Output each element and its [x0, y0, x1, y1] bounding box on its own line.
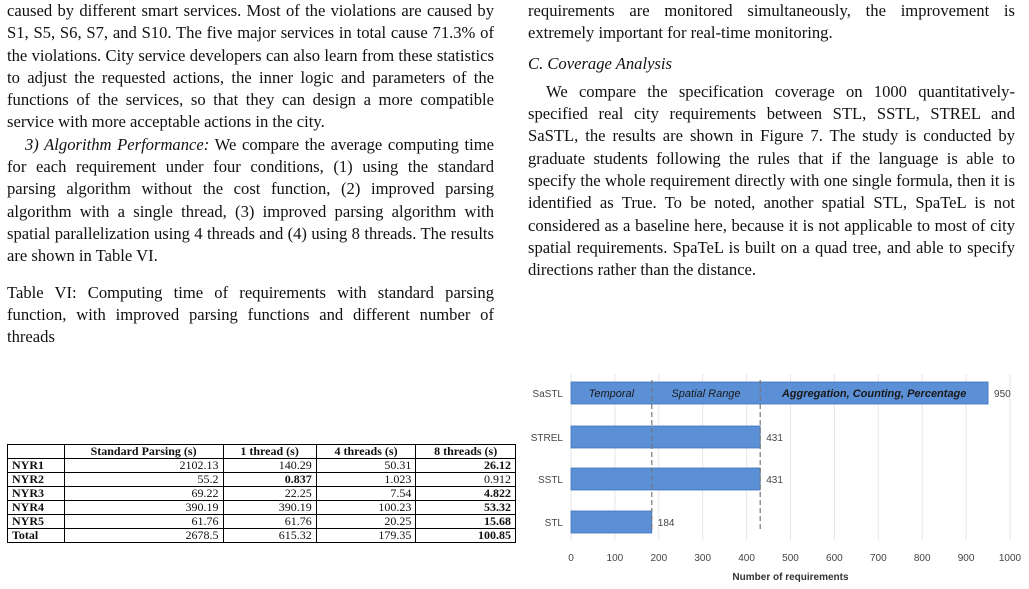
- table-cell: 179.35: [316, 529, 416, 543]
- table-cell: 20.25: [316, 515, 416, 529]
- table-row-label: NYR2: [8, 473, 65, 487]
- table-cell: 4.822: [416, 487, 516, 501]
- left-paragraph-2: [7, 134, 494, 268]
- section-heading: C. Coverage Analysis: [528, 53, 672, 73]
- table-cell: 26.12: [416, 459, 516, 473]
- table-cell: 55.2: [64, 473, 223, 487]
- segment-annotation: Aggregation, Counting, Percentage: [781, 388, 967, 400]
- table-row: [8, 473, 516, 487]
- table-header-cell: 1 thread (s): [223, 445, 316, 459]
- table-header-cell: 4 threads (s): [316, 445, 416, 459]
- bar-value-label: 184: [657, 518, 675, 529]
- category-label: STREL: [530, 433, 563, 444]
- table-cell: 100.85: [416, 529, 516, 543]
- table-cell: 22.25: [223, 487, 316, 501]
- bar: [571, 426, 760, 448]
- table-row: [8, 529, 516, 543]
- table-row-label: NYR4: [8, 501, 65, 515]
- table-row: [8, 459, 516, 473]
- x-tick-label: 1000: [998, 553, 1022, 564]
- x-tick-label: 0: [568, 553, 574, 564]
- x-tick-label: 600: [826, 553, 843, 564]
- category-label: SaSTL: [532, 389, 563, 400]
- table-cell: 100.23: [316, 501, 416, 515]
- category-label: SSTL: [537, 475, 563, 486]
- table-row-label: Total: [8, 529, 65, 543]
- table-cell: 15.68: [416, 515, 516, 529]
- table-cell: 69.22: [64, 487, 223, 501]
- table-row: [8, 501, 516, 515]
- table-cell: 2102.13: [64, 459, 223, 473]
- bar-value-label: 950: [994, 389, 1011, 400]
- x-axis-label: Number of requirements: [732, 572, 849, 583]
- x-tick-label: 700: [869, 553, 887, 564]
- table-row: [8, 515, 516, 529]
- table-cell: 53.32: [416, 501, 516, 515]
- table-cell: 1.023: [316, 473, 416, 487]
- segment-annotation: Spatial Range: [671, 388, 741, 400]
- table-row: [8, 487, 516, 501]
- table-cell: 61.76: [64, 515, 223, 529]
- table-cell: 0.912: [416, 473, 516, 487]
- table-cell: 0.837: [223, 473, 316, 487]
- table-row-label: NYR1: [8, 459, 65, 473]
- bar-value-label: 431: [766, 475, 783, 486]
- table-cell: 7.54: [316, 487, 416, 501]
- table-header-cell: [8, 445, 65, 459]
- table-row-label: NYR3: [8, 487, 65, 501]
- bar-value-label: 431: [766, 433, 783, 444]
- left-paragraph-1: caused by different smart services. Most of the violations are caused by S1, S5, S6, S7, and S10. The five major services in total cause 71.3% of the violations. City service developers can also learn from these statistics to adjust the requested actions, the inner logic and parameters of the functions of the services, so that they can design a more compatible service with more acceptable actions in the city.: [7, 1, 494, 132]
- x-tick-label: 300: [694, 553, 712, 564]
- subsection-heading: 3) Algorithm Performance:: [25, 134, 210, 154]
- table-cell: 615.32: [223, 529, 316, 543]
- table-row-label: NYR5: [8, 515, 65, 529]
- right-paragraph-1: requirements are monitored simultaneously, the improvement is extremely important for real-time monitoring.: [528, 1, 1015, 43]
- table-cell: 2678.5: [64, 529, 223, 543]
- table-cell: 50.31: [316, 459, 416, 473]
- coverage-bar-chart: [528, 370, 1022, 586]
- table-cell: 61.76: [223, 515, 316, 529]
- table-header-row: [8, 445, 516, 459]
- left-paragraph-2-body: We compare the average computing time for each requirement under four conditions, (1) using the standard parsing algorithm without the cost function, (2) improved parsing algorithm with a single thread, (3) improved parsing algorithm with spatial parallelization using 4 threads and (4) using 8 threads. The results are shown in Table VI.: [7, 134, 495, 266]
- bar: [571, 468, 760, 490]
- x-tick-label: 100: [606, 553, 624, 564]
- table-cell: 390.19: [223, 501, 316, 515]
- right-paragraph-2: We compare the specification coverage on 1000 quantitatively-specified real city requirements between STL, SSTL, STREL and SaSTL, the results are shown in Figure 7. The study is conducted by graduate students following the rules that if the language is able to specify the whole requirement directly with one single formula, then it is identified as True. To be noted, another spatial STL, SpaTeL is not considered as a baseline here, because it is not applicable to most of city spatial requirements. SpaTeL is built on a quad tree, and able to specify directions rather than the distance.: [528, 81, 1015, 280]
- segment-annotation: Temporal: [588, 388, 635, 400]
- x-tick-label: 500: [782, 553, 799, 564]
- x-tick-label: 800: [913, 553, 931, 564]
- x-tick-label: 400: [738, 553, 755, 564]
- results-table: [7, 444, 516, 543]
- table-caption: Table VI: Computing time of requirements with standard parsing function, with improved parsing functions and different number of threads: [7, 282, 494, 347]
- x-tick-label: 900: [957, 553, 975, 564]
- category-label: STL: [544, 518, 563, 529]
- table-header-cell: 8 threads (s): [416, 445, 516, 459]
- table-cell: 390.19: [64, 501, 223, 515]
- bar: [571, 511, 652, 533]
- left-column: [7, 0, 494, 348]
- table-body: [8, 459, 516, 543]
- table-header-cell: Standard Parsing (s): [64, 445, 223, 459]
- right-column: [528, 0, 1015, 282]
- x-tick-label: 200: [650, 553, 668, 564]
- table-cell: 140.29: [223, 459, 316, 473]
